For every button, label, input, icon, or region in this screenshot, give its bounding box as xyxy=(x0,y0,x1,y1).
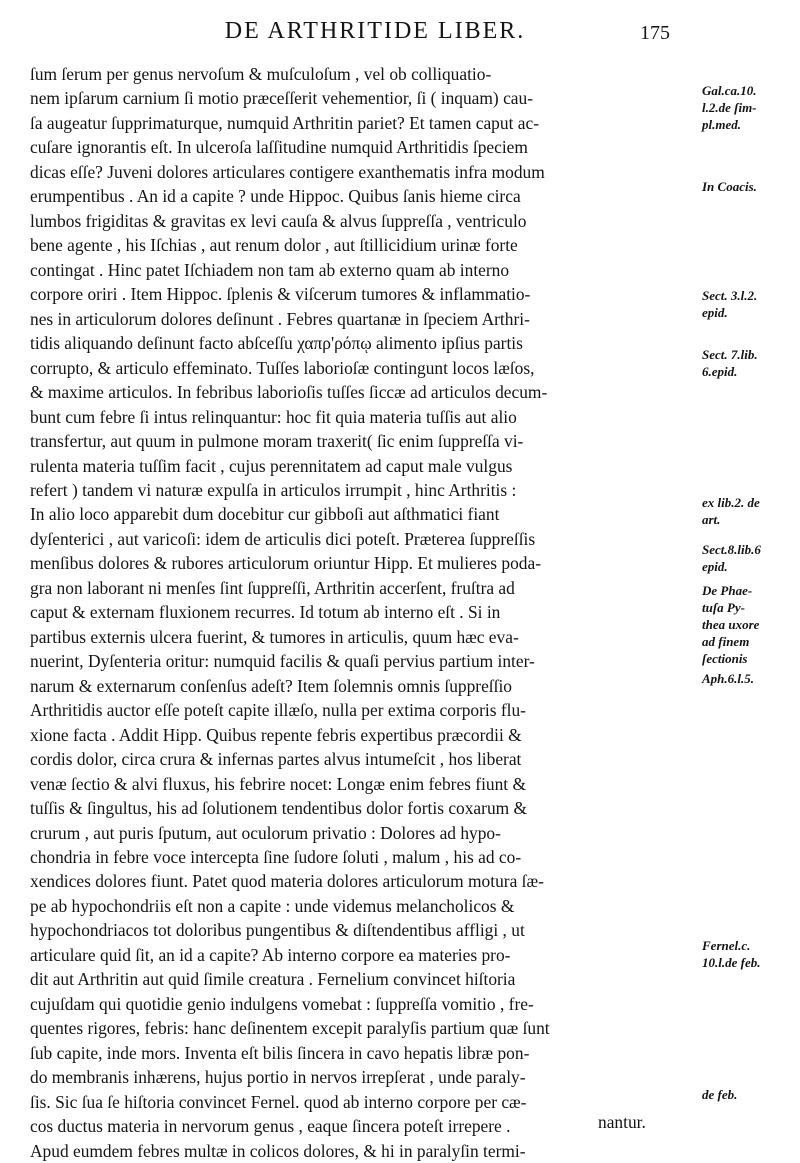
text-line: do membranis inhærens, hujus portio in nervos irrepſerat , unde paraly- xyxy=(30,1067,526,1088)
margin-note: pl.med. xyxy=(702,117,741,132)
text-line: caput & externam fluxionem recurres. Id totum ab interno eſt . Si in xyxy=(30,602,501,623)
text-line: In alio loco apparebit dum docebitur cur gibboſi aut aſthmatici fiant xyxy=(30,504,500,525)
text-line: ſis. Sic ſua ſe hiſtoria convincet Fernel. quod ab interno corpore per cæ- xyxy=(30,1091,527,1112)
text-line: & maxime articulos. In febribus laborioſis tuſſes ſiccæ ad articulos decum- xyxy=(30,382,548,403)
margin-note: epid. xyxy=(702,559,728,574)
text-line: xione facta . Addit Hipp. Quibus repente febris expertibus præcordii & xyxy=(30,724,522,745)
text-line: ſum ſerum per genus nervoſum & muſculoſum , vel ob colliquatio- xyxy=(30,64,492,84)
text-line: nuerint, Dyſenteria oritur: numquid facilis & quaſi pervius partium inter- xyxy=(30,651,535,672)
text-line: tidis aliquando deſinunt facto abſceſſu χαπρ'ρόπῳ alimento ipſius partis xyxy=(30,333,523,354)
text-line: dit aut Arthritin aut quid ſimile creatura . Fernelium convincet hiſtoria xyxy=(30,969,516,990)
margin-note: Sect. 7.lib. xyxy=(702,347,758,362)
margin-note: ex lib.2. de xyxy=(702,495,760,510)
text-line: crurum , aut puris ſputum, aut oculorum privatio : Dolores ad hypo- xyxy=(30,822,501,843)
text-line: xendices dolores fiunt. Patet quod materia dolores articulorum motura ſæ- xyxy=(30,871,544,892)
text-line: gra non laborant ni menſes ſint ſuppreſſi, Arthritin accerſent, fruſtra ad xyxy=(30,577,515,598)
text-line: articulare quid ſit, an id a capite? Ab interno corpore ea materies pro- xyxy=(30,944,511,965)
text-line: corrupto, & articulo effeminato. Tuſſes laborioſæ contingunt locos læſos, xyxy=(30,357,535,378)
text-line: corpore oriri . Item Hippoc. ſplenis & viſcerum tumores & inflammatio- xyxy=(30,284,531,305)
body-text xyxy=(30,62,702,1163)
text-line: cujuſdam qui quotidie genio indulgens vomebat : ſuppreſſa vomitio , fre- xyxy=(30,993,534,1014)
margin-note: 10.l.de feb. xyxy=(702,955,761,970)
text-line: quentes rigores, febris: hanc deſinentem excepit paralyſis partium quæ ſunt xyxy=(30,1018,550,1039)
margin-note: Fernel.c. xyxy=(702,938,751,953)
text-line: lumbos frigiditas & gravitas ex levi cauſa & alvus ſuppreſſa , ventriculo xyxy=(30,210,527,231)
text-line: partibus externis ulcera fuerint, & tumores in articulis, quum hæc eva- xyxy=(30,626,519,647)
margin-note: De Phae- xyxy=(702,583,753,598)
text-line: chondria in febre voce intercepta ſine ſudore ſoluti , malum , his ad co- xyxy=(30,847,522,867)
margin-note: thea uxore xyxy=(702,617,760,632)
text-line: Arthritidis auctor eſſe poteſt capite illæſo, nulla per extima corporis flu- xyxy=(30,700,526,721)
margin-note: ſectionis xyxy=(702,651,748,666)
running-head: DE ARTHRITIDE LIBER. xyxy=(224,18,526,44)
text-line: bunt cum febre ſi intus relinquantur: hoc fit quia materia tuſſis aut alio xyxy=(30,406,517,427)
margin-note: epid. xyxy=(702,305,728,320)
text-line: dyſenterici , aut varicoſi: idem de articulis dici poteſt. Præterea ſuppreſſis xyxy=(30,528,536,549)
text-line: venæ ſectio & alvi fluxus, his febrire nocet: Longæ enim febres fiunt & xyxy=(30,773,526,794)
catchword: nantur. xyxy=(598,1112,646,1132)
text-line: erumpentibus . An id a capite ? unde Hippoc. Quibus ſanis hieme circa xyxy=(30,186,521,207)
text-line: refert ) tandem vi naturæ expulſa in articulos irrumpit , hinc Arthritis : xyxy=(30,479,517,500)
text-line: transfertur, aut quum in pulmone moram traxerit( ſic enim ſuppreſſa vi- xyxy=(30,431,524,452)
margin-note: de feb. xyxy=(702,1087,738,1102)
text-line: menſibus dolores & rubores articulorum oriuntur Hipp. Et mulieres poda- xyxy=(30,553,541,574)
margin-note: tuſa Py- xyxy=(702,600,745,615)
margin-note: Sect. 3.l.2. xyxy=(702,288,758,303)
margin-note: Gal.ca.10. xyxy=(702,83,757,98)
text-line: narum & externarum conſenſus adeſt? Item ſolemnis omnis ſuppreſſio xyxy=(30,675,512,696)
text-line: nem ipſarum carnium ſi motio præceſſerit vehementior, ſi ( inquam) cau- xyxy=(30,88,533,109)
text-line: ſub capite, inde mors. Inventa eſt bilis ſincera in cavo hepatis libræ pon- xyxy=(30,1042,530,1063)
text-line: tuſſis & ſingultus, his ad ſolutionem tendentibus dolor fortis coxarum & xyxy=(30,798,528,819)
text-line: cos ductus materia in nervorum genus , eaque ſincera poteſt irrepere . xyxy=(30,1116,511,1137)
text-line: cordis dolor, circa crura & infernas partes alvus intumeſcit , hos liberat xyxy=(30,749,522,770)
text-line: Apud eumdem febres multæ in colicos dolores, & hi in paralyſin termi- xyxy=(30,1140,526,1161)
text-line: pe ab hypochondriis eſt non a capite : unde videmus melancholicos & xyxy=(30,895,515,916)
margin-note: Sect.8.lib.6 xyxy=(702,542,761,557)
text-line: nes in articulorum dolores deſinunt . Febres quartanæ in ſpeciem Arthri- xyxy=(30,308,530,329)
margin-note: In Coacis. xyxy=(702,179,757,194)
text-line: hypochondriacos tot doloribus pungentibus & diſtendentibus affligi , ut xyxy=(30,920,525,941)
text-line: contingat . Hinc patet Iſchiadem non tam ab externo quam ab interno xyxy=(30,259,510,280)
page-number: 175 xyxy=(640,22,670,44)
margin-note: ad finem xyxy=(702,634,750,649)
margin-note: l.2.de ſim- xyxy=(702,100,757,115)
text-line: dicas eſſe? Juveni dolores articulares contigere exanthematis infra modum xyxy=(30,161,545,182)
margin-note: art. xyxy=(702,512,721,527)
margin-note: 6.epid. xyxy=(702,364,738,379)
text-line: ſa augeatur ſupprimaturque, numquid Arthritin pariet? Et tamen caput ac- xyxy=(30,112,539,133)
margin-note: Aph.6.l.5. xyxy=(702,671,755,686)
text-line: rulenta materia tuſſim facit , cujus perennitatem ad caput male vulgus xyxy=(30,455,513,476)
text-line: bene agente , his Iſchias , aut renum dolor , aut ſtillicidium urinæ forte xyxy=(30,235,518,256)
text-line: cuſare ignorantis eſt. In ulceroſa laſſitudine numquid Arthritidis ſpeciem xyxy=(30,137,528,158)
